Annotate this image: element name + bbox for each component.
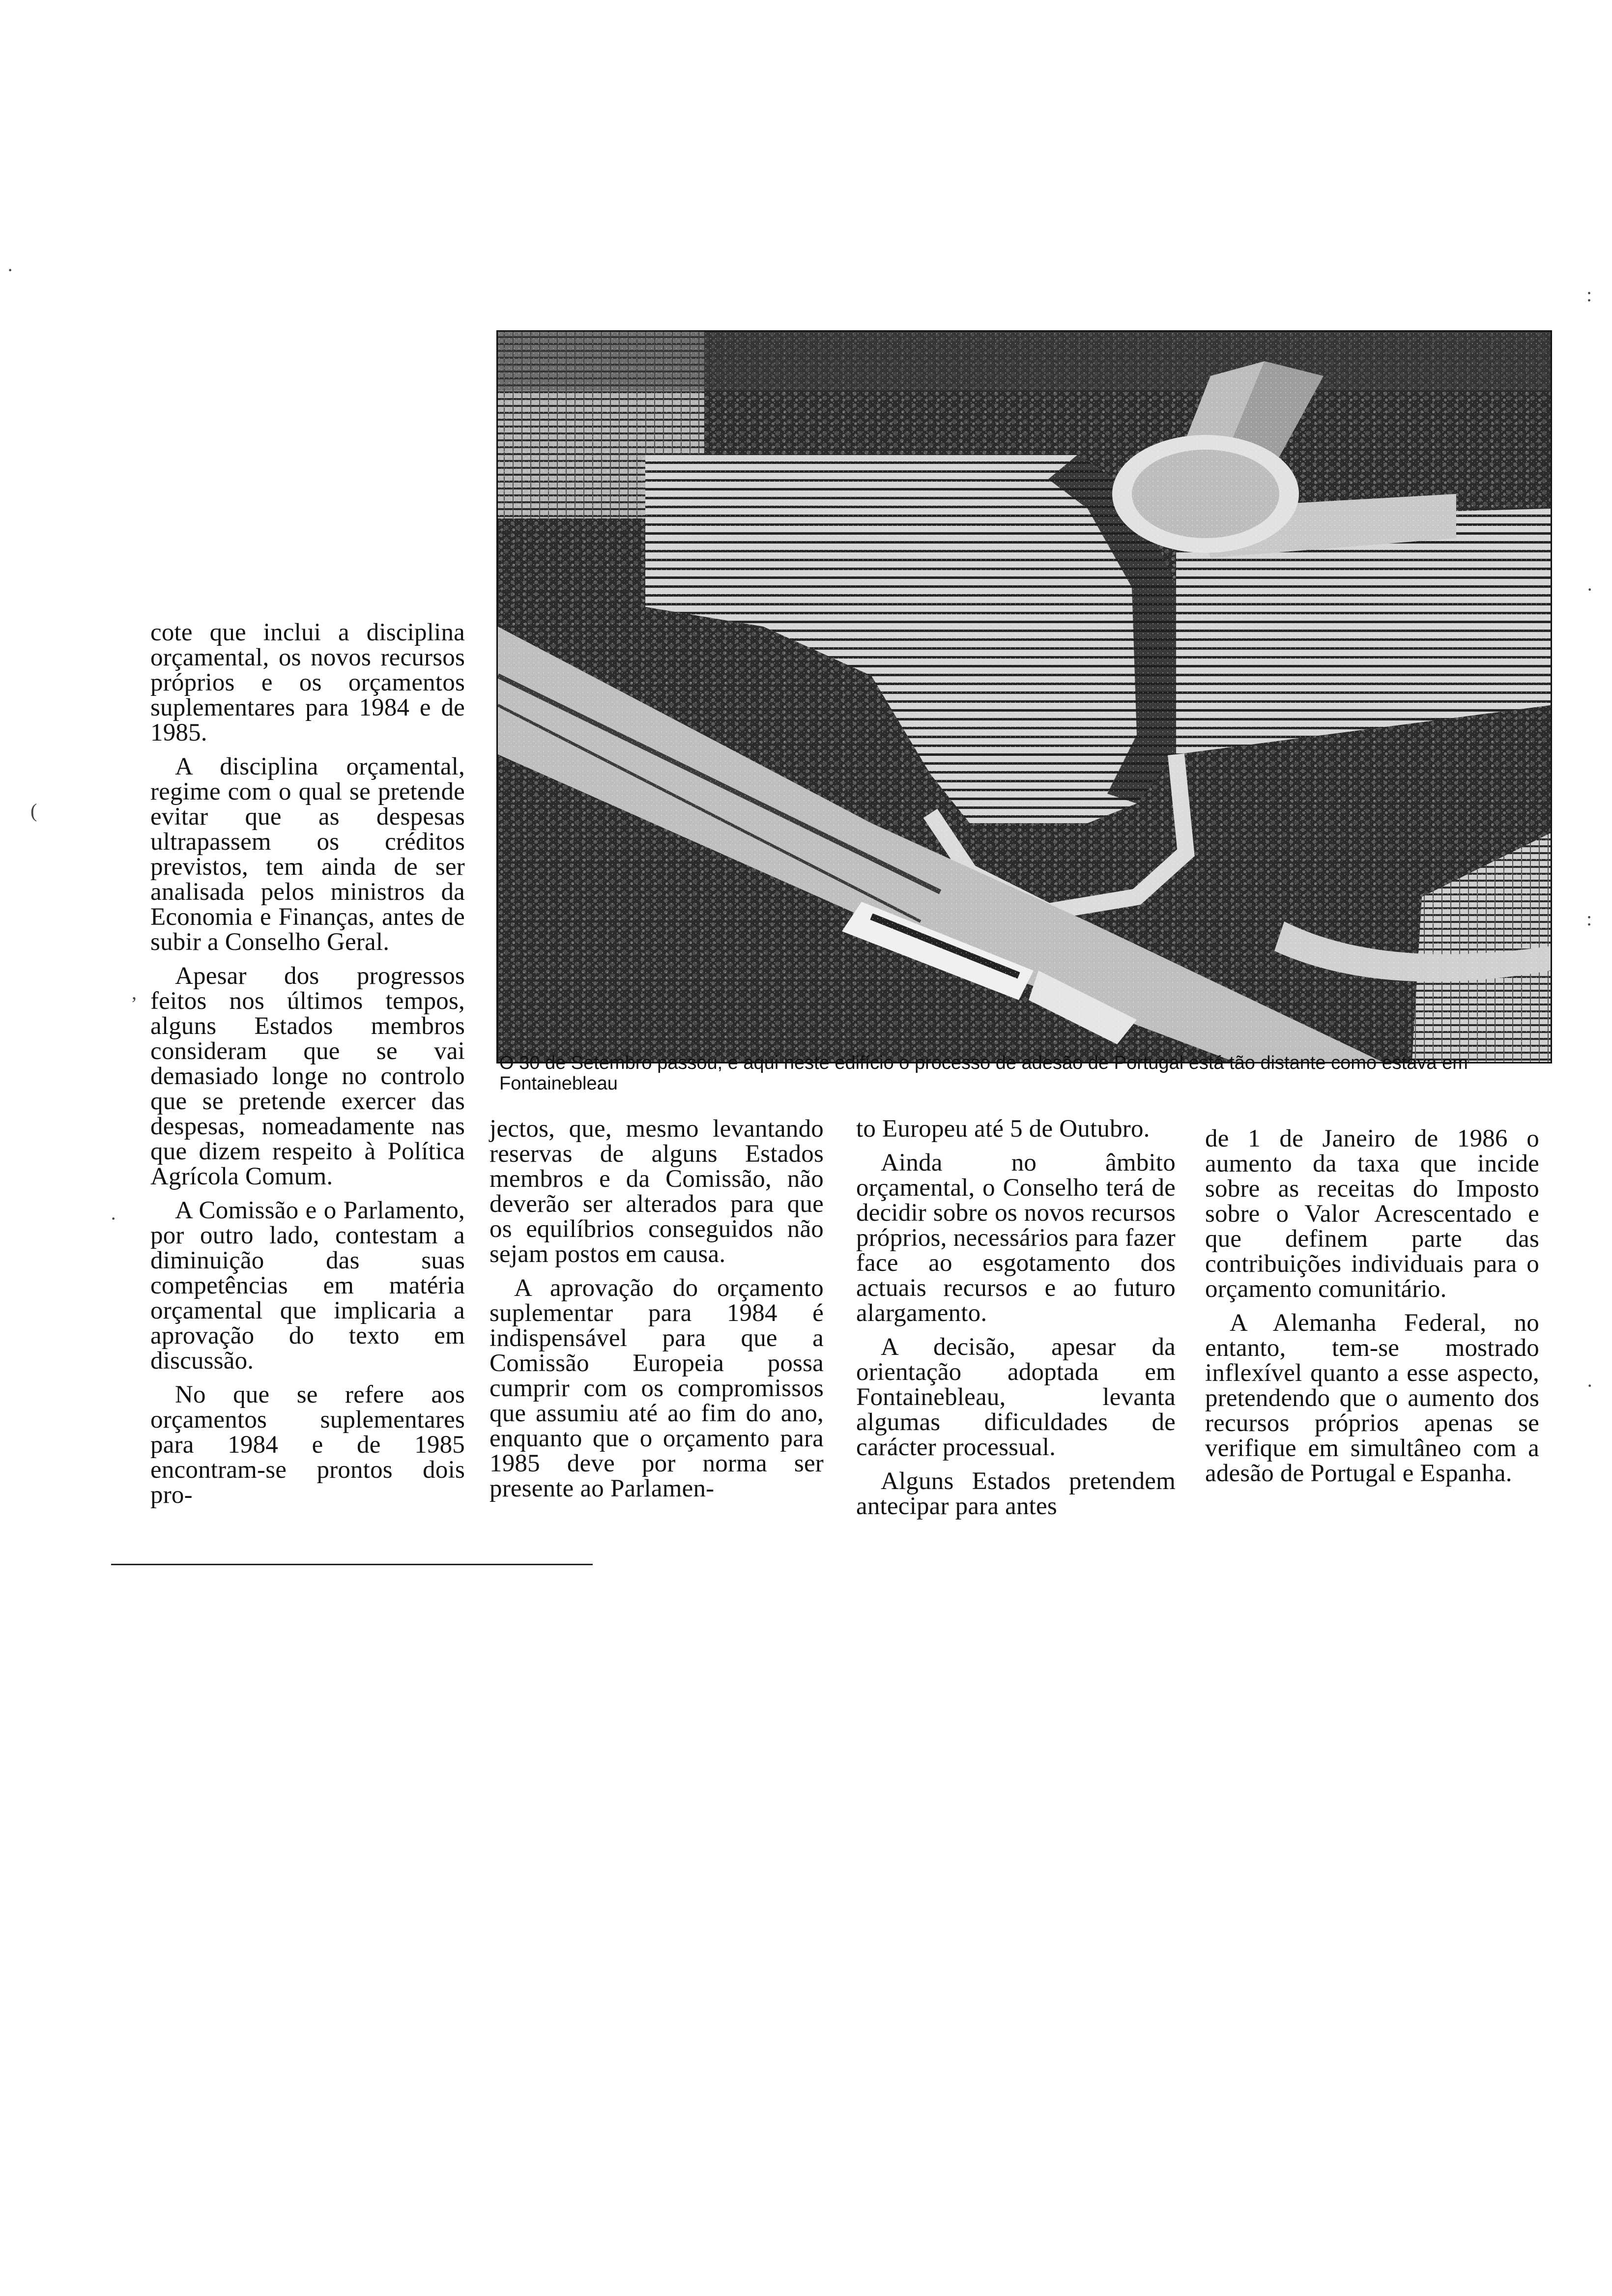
paragraph: A Alemanha Federal, no entanto, tem-se mostrado inflexível quanto a esse aspecto, pretendendo que o aumento dos recursos próprios apenas se verifique em simultâneo com a adesão de Portugal e Espanha. (1205, 1309, 1539, 1487)
scan-mark: · (110, 1207, 117, 1230)
paragraph: A aprovação do orçamento suplementar para 1984 é indispensável para que a Comissão Europeia possa cumprir com os compromissos que assumiu até ao fim do ano, enquanto que o orçamento para 1985 deve por norma ser presente ao Parlamen- (489, 1274, 824, 1502)
scan-mark: · (1586, 1375, 1593, 1397)
article-column-2 (489, 1117, 824, 1510)
paragraph: de 1 de Janeiro de 1986 o aumento da taxa que incide sobre as receitas do Imposto sobre o Valor Acrescentado e que definem parte das contribuições individuais para o orçamento comunitário. (1205, 1125, 1539, 1303)
bottom-divider (111, 1564, 593, 1565)
paragraph: A decisão, apesar da orientação adoptada em Fontainebleau, levanta algumas dificuldades de carácter processual. (856, 1333, 1176, 1461)
scan-mark: · (1586, 578, 1593, 601)
scan-mark: : (1586, 908, 1592, 930)
article-column-3 (856, 1117, 1176, 1528)
paragraph: Ainda no âmbito orçamental, o Conselho terá de decidir sobre os novos recursos próprios, necessários para fazer face ao esgotamento dos actuais recursos e ao futuro alargamento. (856, 1149, 1176, 1327)
paragraph: A Comissão e o Parlamento, por outro lado, contestam a diminuição das suas competências em matéria orçamental que implicaria a aprovação do texto em discussão. (150, 1197, 465, 1375)
photo-caption: O 30 de Setembro passou, e aqui neste edifício o processo de adesão de Portugal está tão distante como estava em Fontainebleau (499, 1053, 1468, 1094)
article-column-1 (150, 620, 465, 1517)
paragraph: No que se refere aos orçamentos suplementares para 1984 e de 1985 encontram-se prontos dois pro- (150, 1381, 465, 1509)
scan-mark: : (1586, 284, 1592, 306)
paragraph: jectos, que, mesmo levantando reservas de alguns Estados membros e da Comissão, não deverão ser alterados para que os equilíbrios conseguidos não sejam postos em causa. (489, 1115, 824, 1268)
paragraph: cote que inclui a disciplina orçamental, os novos recursos próprios e os orçamentos suplementares para 1984 e de 1985. (150, 619, 465, 746)
paragraph: to Europeu até 5 de Outubro. (856, 1115, 1150, 1143)
scan-mark: · (7, 259, 14, 281)
article-column-4 (1205, 1126, 1539, 1495)
building-photo-illustration (498, 332, 1551, 1062)
building-photo (496, 330, 1552, 1063)
scan-mark: ( (30, 800, 37, 822)
paragraph: Apesar dos progressos feitos nos últimos tempos, alguns Estados membros consideram que se vai demasiado longe no controlo que se pretende exercer das despesas, nomeadamente nas que dizem respeito à Política Agrícola Comum. (150, 962, 465, 1190)
scan-mark: , (132, 981, 137, 1004)
paragraph: A disciplina orçamental, regime com o qual se pretende evitar que as despesas ultrapassem os créditos previstos, tem ainda de ser analisada pelos ministros da Economia e Finanças, antes de subir a Conselho Geral. (150, 753, 465, 956)
paragraph: Alguns Estados pretendem antecipar para antes (856, 1467, 1176, 1520)
